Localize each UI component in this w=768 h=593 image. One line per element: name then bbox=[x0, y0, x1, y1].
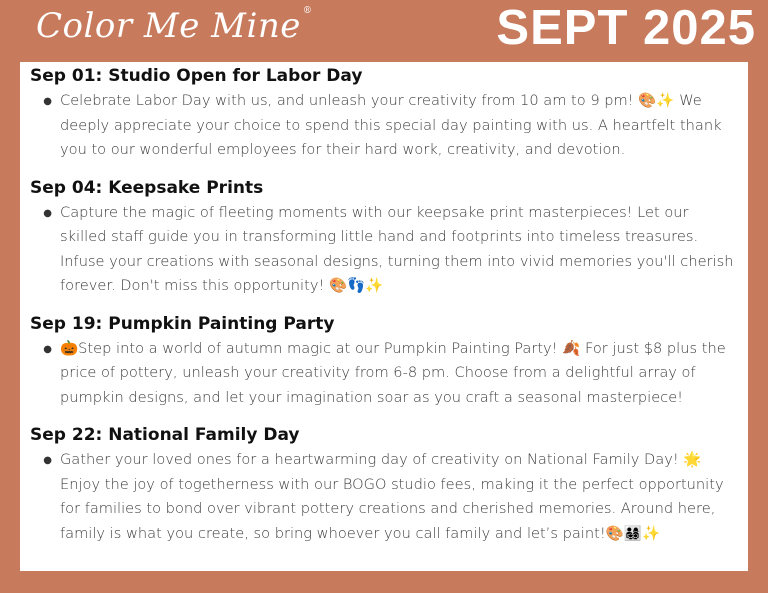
event-bullet-item bbox=[30, 201, 734, 299]
event-title: Sep 01: Studio Open for Labor Day bbox=[30, 66, 363, 86]
month-heading: SEPT 2025 bbox=[496, 1, 756, 55]
bullet-icon: ● bbox=[43, 207, 52, 219]
event-family-day bbox=[30, 423, 734, 546]
event-description: Celebrate Labor Day with us, and unleash your creativity from 10 am to 9 pm! 🎨✨ We deeply appreciate your choice to spend this special day painting with us. A heartfelt thank you to our wonderful employees for their hard work, creativity, and devotion. bbox=[60, 92, 722, 158]
registered-mark: ® bbox=[302, 6, 313, 16]
event-bullet-item bbox=[30, 337, 734, 411]
brand-name: Color Me Mine bbox=[36, 6, 301, 46]
events-panel bbox=[20, 62, 748, 571]
header bbox=[0, 0, 768, 62]
event-description: Gather your loved ones for a heartwarming day of creativity on National Family Day! 🌟 Enjoy the joy of togetherness with our BOGO studio fees, making it the perfect opportunity for families to bond over vibrant pottery creations and cherished memories. Around here, family is what you create, so bring whoever you call family and let’s paint!🎨👨‍👩‍👧‍👦✨ bbox=[60, 451, 724, 542]
event-description: 🎃Step into a world of autumn magic at our Pumpkin Painting Party! 🍂 For just $8 plus the price of pottery, unleash your creativity from 6-8 pm. Choose from a delightful array of pumpkin designs, and let your imagination soar as you craft a seasonal masterpiece! bbox=[60, 339, 726, 406]
bullet-icon: ● bbox=[43, 96, 52, 107]
event-description: Capture the magic of fleeting moments with our keepsake print masterpieces! Let our skilled staff guide you in transforming little hand and footprints into timeless treasures. Infuse your creations with seasonal designs, turning them into vivid memories you'll cherish forever. Don't miss this opportunity! 🎨👣✨ bbox=[60, 203, 734, 294]
bullet-icon: ● bbox=[43, 343, 52, 355]
event-keepsake-prints bbox=[30, 176, 734, 299]
brand-logo bbox=[36, 6, 312, 46]
event-pumpkin-party bbox=[30, 312, 734, 411]
bullet-icon: ● bbox=[43, 455, 52, 466]
event-title: Sep 04: Keepsake Prints bbox=[30, 177, 264, 198]
event-labor-day bbox=[30, 64, 734, 163]
event-bullet-item bbox=[30, 448, 734, 546]
event-title: Sep 22: National Family Day bbox=[30, 425, 300, 445]
event-bullet-item bbox=[30, 89, 734, 163]
event-title: Sep 19: Pumpkin Painting Party bbox=[30, 313, 335, 334]
